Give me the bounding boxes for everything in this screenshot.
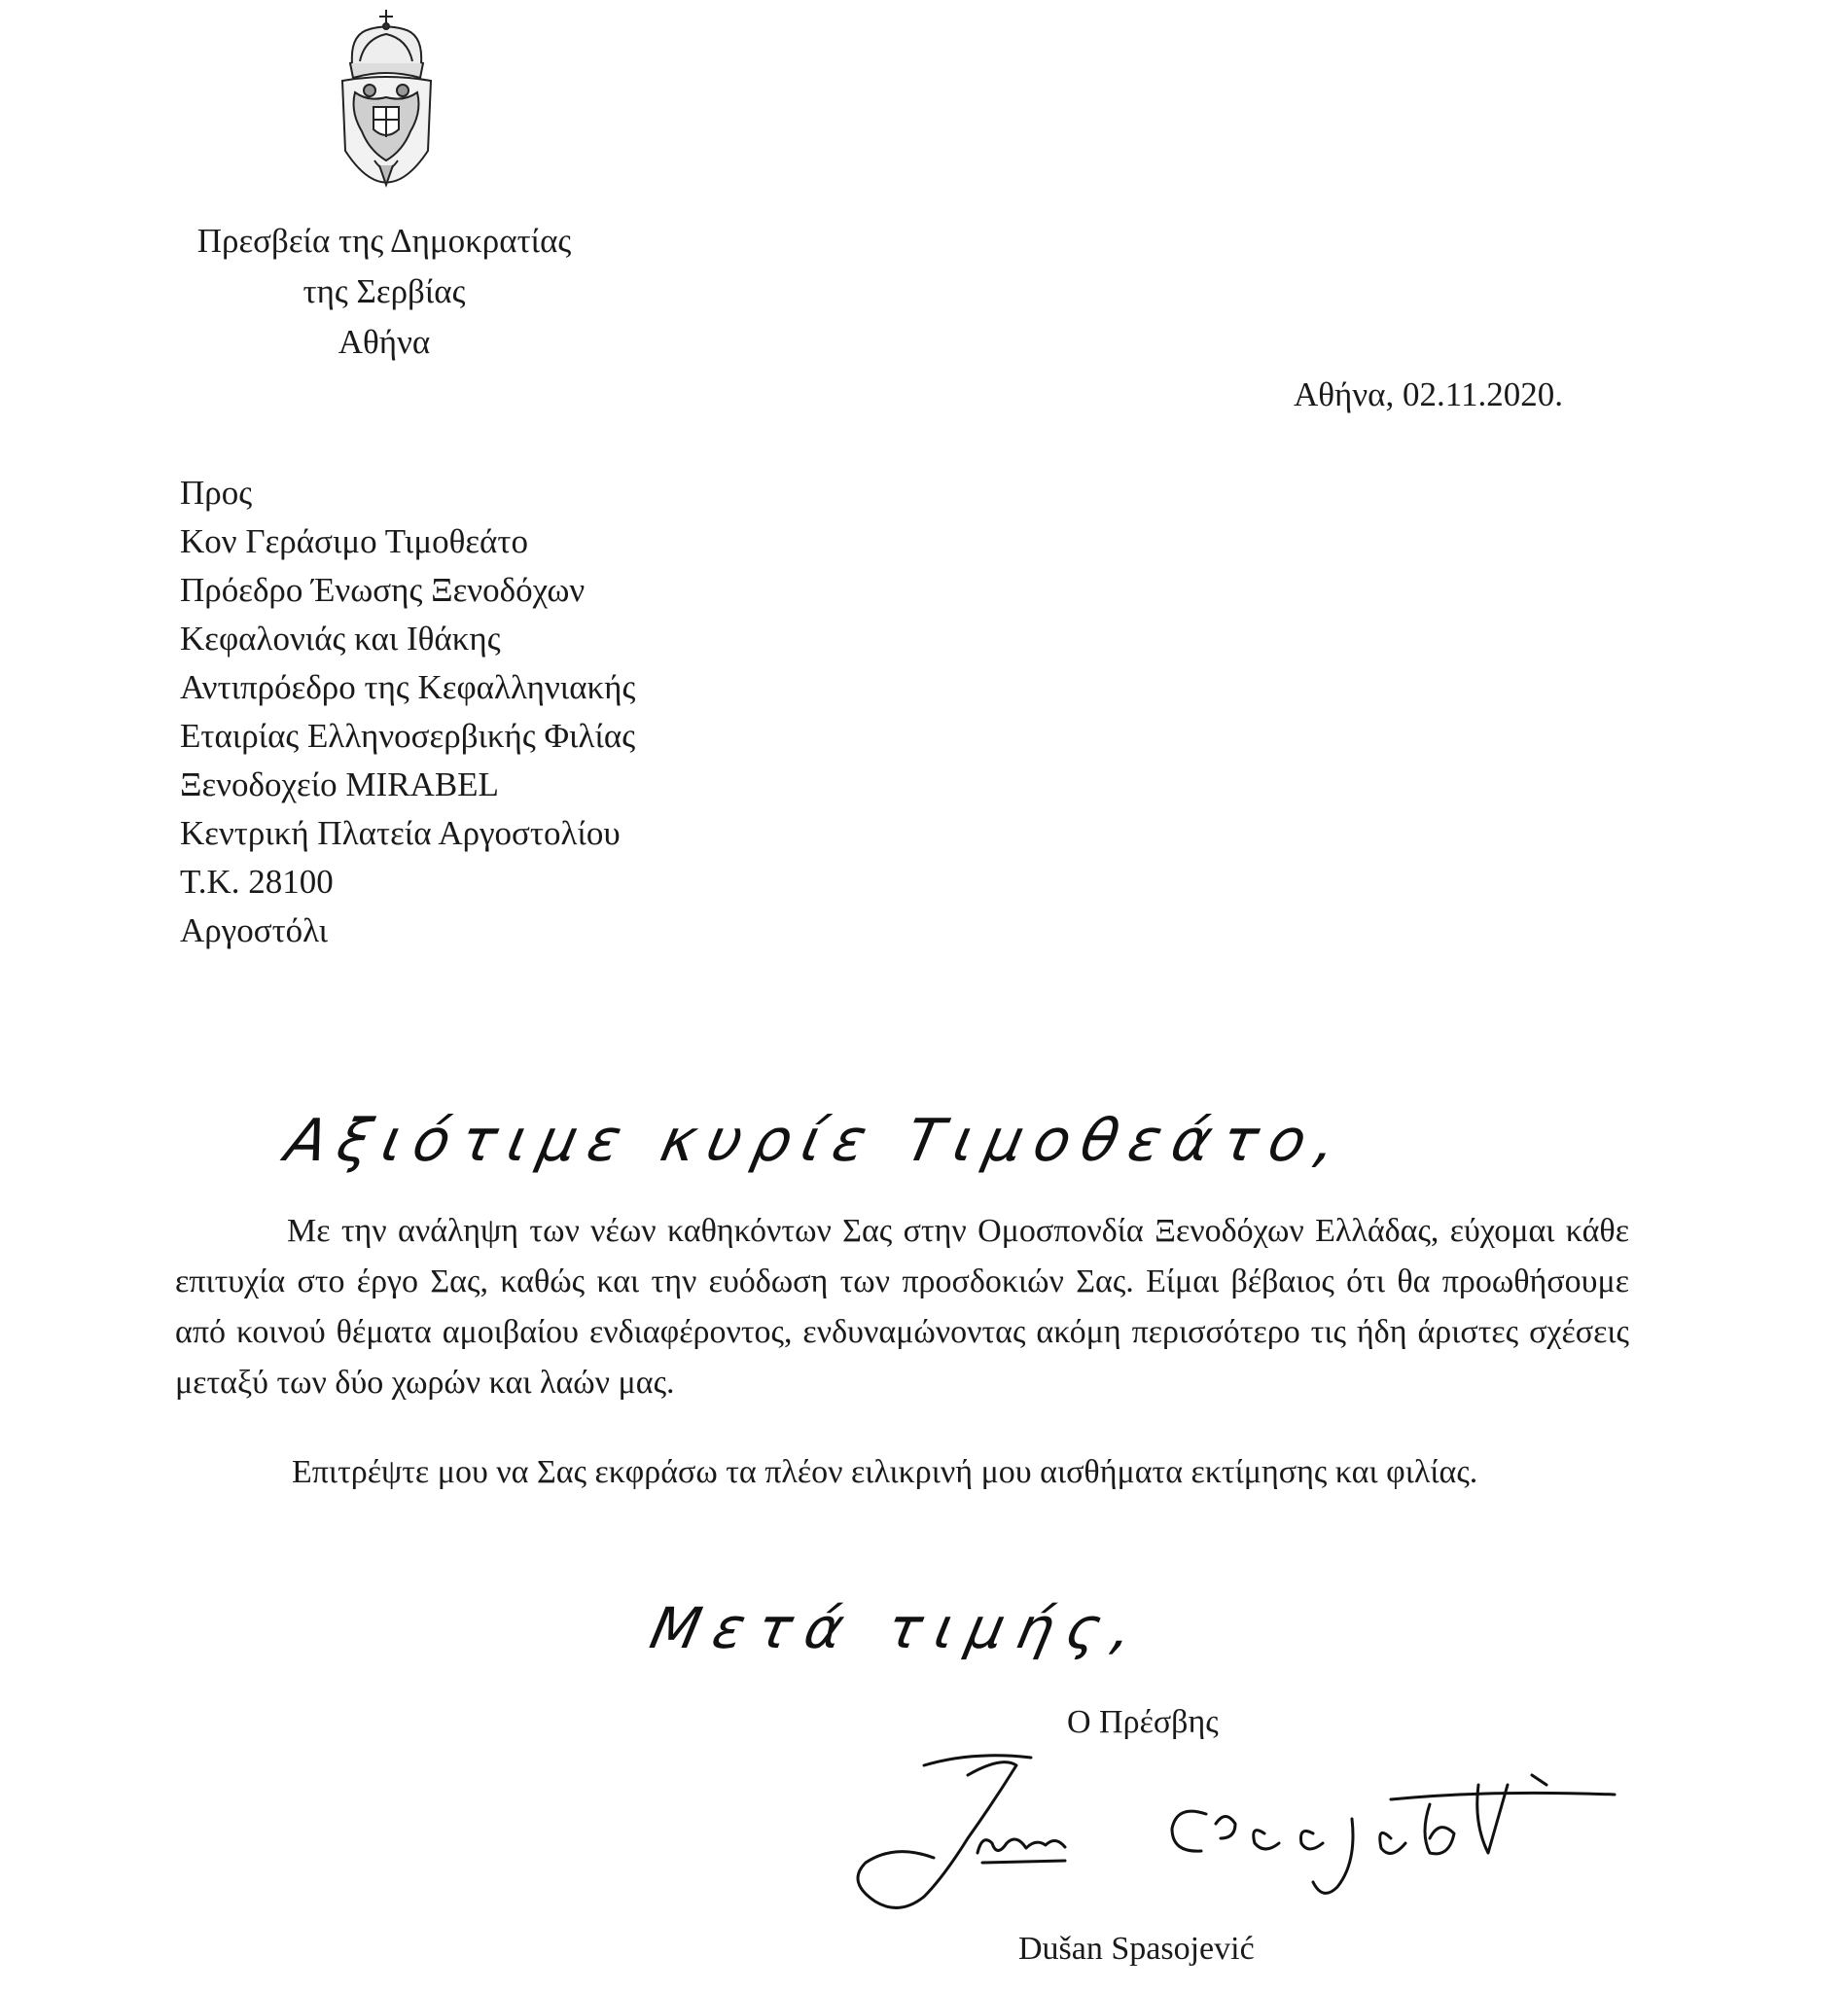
recipient-line: Τ.Κ. 28100 <box>180 863 334 901</box>
sender-line: Πρεσβεία της Δημοκρατίας <box>196 222 572 260</box>
handwritten-closing: Μετά τιμής, <box>644 1595 1153 1661</box>
recipient-line: Ξενοδοχείο MIRABEL <box>180 765 499 803</box>
ambassador-title: Ο Πρέσβης <box>1067 1704 1219 1740</box>
closing-paragraph: Επιτρέψτε μου να Σας εκφράσω τα πλέον ειλικρινή μου αισθήματα εκτίμησης και φιλίας. <box>292 1454 1478 1490</box>
sender-block <box>175 216 593 368</box>
handwritten-salutation: Αξιότιμε κυρίε Τιμοθεάτο, <box>279 1107 1355 1175</box>
recipient-block <box>180 469 635 955</box>
recipient-line: Κεντρική Πλατεία Αργοστολίου <box>180 814 621 852</box>
signature-icon <box>807 1746 1634 1916</box>
coat-of-arms-icon <box>331 5 443 209</box>
recipient-line: Αργοστόλι <box>180 911 329 949</box>
recipient-line: Κον Γεράσιμο Τιμοθεάτο <box>180 522 528 560</box>
signature-name: Dušan Spasojević <box>1018 1931 1255 1967</box>
sender-line: της Σερβίας <box>302 272 466 310</box>
letter-body: Με την ανάληψη των νέων καθηκόντων Σας στην Ομοσπονδία Ξενοδόχων Ελλάδας, εύχομαι κάθε επιτυχία στο έργο Σας, καθώς και την ευόδωση των προσδοκιών Σας. Είμαι βέβαιος ότι θα προωθήσουμε από κοινού θέματα αμοιβαίου ενδιαφέροντος, ενδυναμώνοντας ακόμη περισσότερο τις ήδη άριστες σχέσεις μεταξύ των δύο χωρών και λαών μας. <box>175 1213 1629 1401</box>
recipient-line: Προς <box>180 474 253 512</box>
recipient-line: Εταιρίας Ελληνοσερβικής Φιλίας <box>180 717 636 755</box>
recipient-line: Αντιπρόεδρο της Κεφαλληνιακής <box>180 668 636 706</box>
letter-date: Αθήνα, 02.11.2020. <box>1294 375 1563 413</box>
recipient-line: Κεφαλονιάς και Ιθάκης <box>180 620 501 658</box>
recipient-line: Πρόεδρο Ένωσης Ξενοδόχων <box>180 571 586 609</box>
sender-line: Αθήνα <box>338 323 431 361</box>
